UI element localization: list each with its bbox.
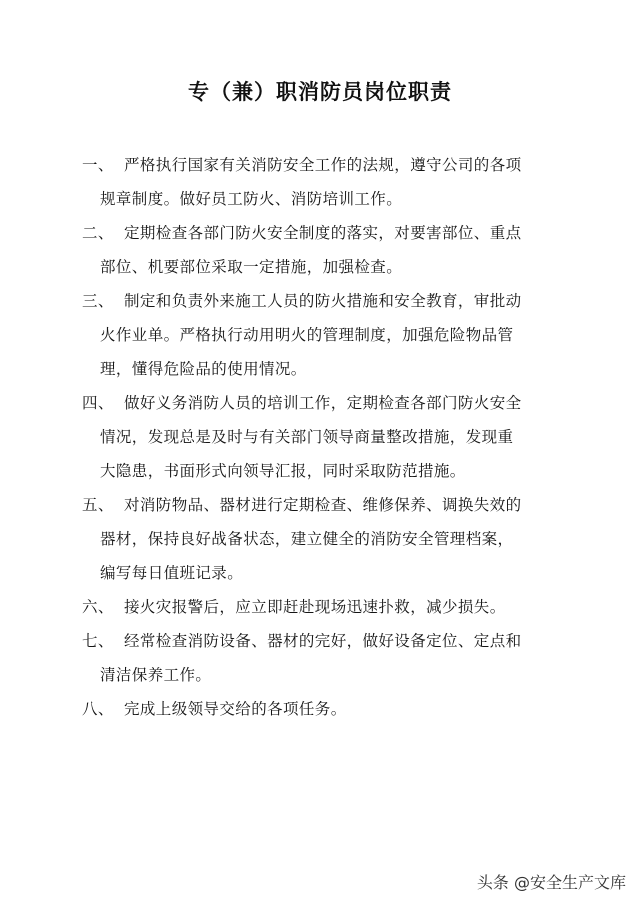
duty-number: 七、 bbox=[82, 632, 114, 650]
duty-number: 五、 bbox=[82, 496, 114, 514]
duty-item-2 bbox=[82, 216, 522, 284]
duty-number: 三、 bbox=[82, 292, 114, 310]
duty-text: 制定和负责外来施工人员的防火措施和安全教育，审批动火作业单。严格执行动用明火的管理制度，加强危险物品管理，懂得危险品的使用情况。 bbox=[100, 292, 522, 378]
duty-text: 定期检查各部门防火安全制度的落实，对要害部位、重点部位、机要部位采取一定措施，加强检查。 bbox=[100, 224, 522, 276]
duty-item-3 bbox=[82, 284, 522, 386]
duty-item-8 bbox=[82, 692, 522, 726]
duty-number: 二、 bbox=[82, 224, 114, 242]
duty-item-6 bbox=[82, 590, 522, 624]
duty-text: 经常检查消防设备、器材的完好，做好设备定位、定点和清洁保养工作。 bbox=[100, 632, 522, 684]
duty-text: 接火灾报警后，应立即赶赴现场迅速扑救，减少损失。 bbox=[124, 598, 506, 616]
duty-item-5 bbox=[82, 488, 522, 590]
page-title: 专（兼）职消防员岗位职责 bbox=[188, 80, 452, 104]
duty-number: 一、 bbox=[82, 156, 114, 174]
duty-number: 八、 bbox=[82, 700, 114, 718]
duty-item-7 bbox=[82, 624, 522, 692]
duty-text: 完成上级领导交给的各项任务。 bbox=[124, 700, 347, 718]
duty-list bbox=[82, 148, 522, 726]
duty-text: 做好义务消防人员的培训工作，定期检查各部门防火安全情况，发现总是及时与有关部门领导商量整改措施，发现重大隐患，书面形式向领导汇报，同时采取防范措施。 bbox=[100, 394, 522, 480]
duty-number: 六、 bbox=[82, 598, 114, 616]
duty-text: 严格执行国家有关消防安全工作的法规，遵守公司的各项规章制度。做好员工防火、消防培训工作。 bbox=[100, 156, 522, 208]
duty-item-4 bbox=[82, 386, 522, 488]
source-watermark: 头条 @安全生产文库 bbox=[476, 873, 626, 892]
duty-item-1 bbox=[82, 148, 522, 216]
duty-number: 四、 bbox=[82, 394, 114, 412]
duty-text: 对消防物品、器材进行定期检查、维修保养、调换失效的器材，保持良好战备状态，建立健全的消防安全管理档案，编写每日值班记录。 bbox=[100, 496, 522, 582]
